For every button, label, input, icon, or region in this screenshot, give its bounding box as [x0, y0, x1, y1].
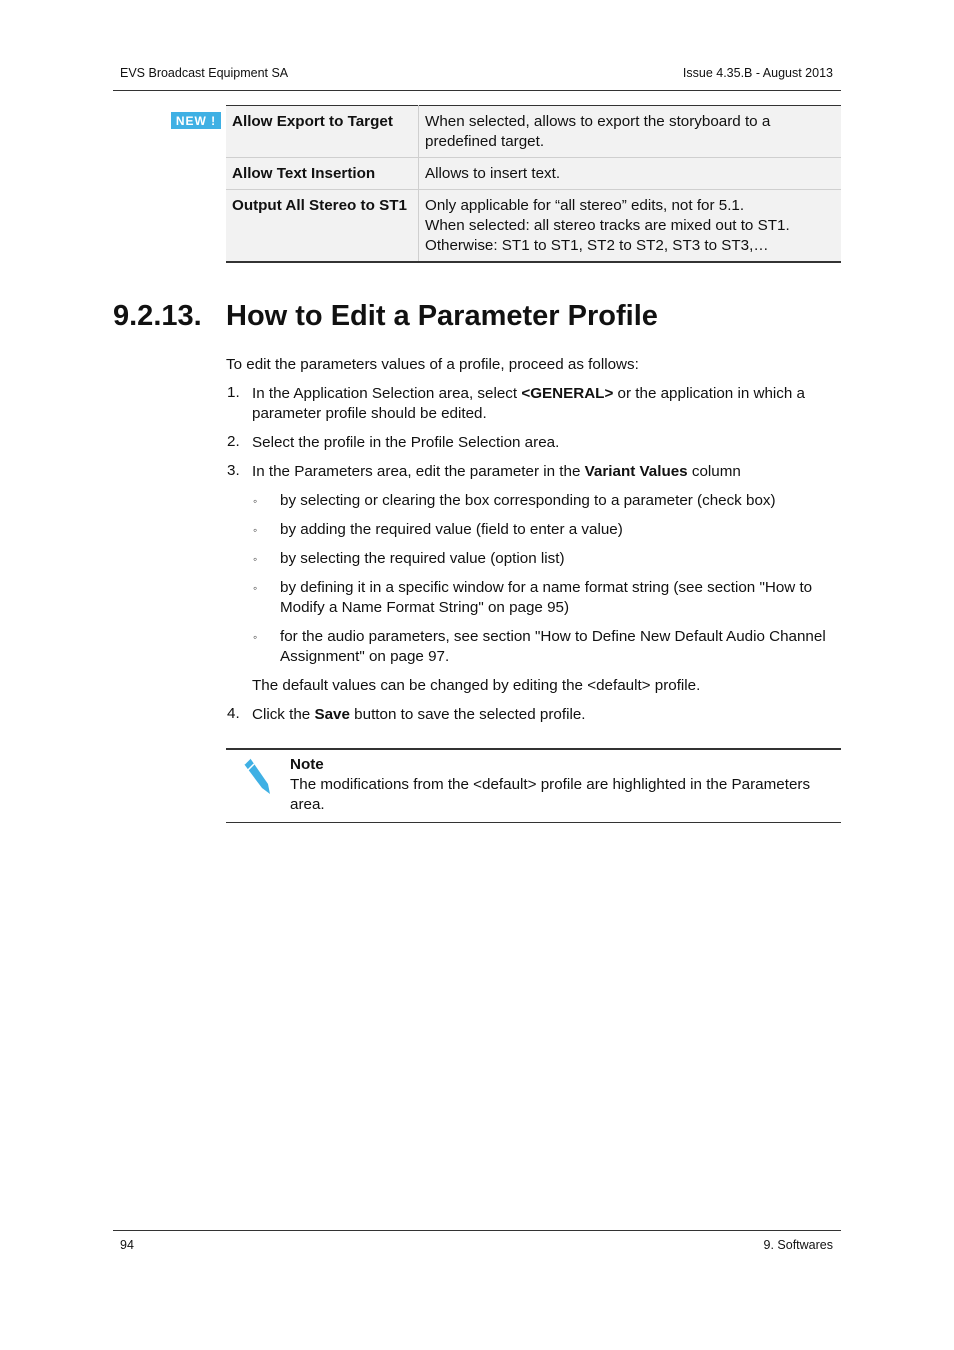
- list-item: by selecting the required value (option list): [280, 550, 565, 567]
- bullet-icon: ◦: [253, 630, 258, 644]
- step-text: [252, 384, 842, 424]
- list-item: by selecting or clearing the box corresponding to a parameter (check box): [280, 492, 776, 509]
- table-row: [226, 106, 841, 158]
- parameter-description: [419, 106, 842, 158]
- note-text: The modifications from the <default> profile are highlighted in the Parameters area.: [290, 776, 811, 813]
- parameter-name: Output All Stereo to ST1: [226, 190, 419, 263]
- intro-text: To edit the parameters values of a profile, proceed as follows:: [226, 356, 639, 373]
- header-company: EVS Broadcast Equipment SA: [120, 66, 289, 80]
- step-number: 3.: [227, 462, 240, 479]
- step-text-part: In the Parameters area, edit the parameter in the: [252, 463, 585, 480]
- section-number: 9.2.13.: [113, 300, 202, 332]
- step-number: 4.: [227, 705, 240, 722]
- parameter-description: [419, 190, 842, 263]
- note-top-rule: [226, 748, 841, 750]
- step-text-part: or the application in which a parameter profile should be edited.: [252, 385, 805, 422]
- header-issue: Issue 4.35.B - August 2013: [682, 66, 833, 80]
- description-line: When selected, allows to export the storyboard to a predefined target.: [425, 113, 771, 150]
- header-divider: [113, 90, 841, 91]
- parameter-name: Allow Text Insertion: [226, 158, 419, 190]
- step-text-part: column: [687, 463, 741, 480]
- note-title: Note: [290, 756, 324, 773]
- table-row: [226, 190, 841, 263]
- section-title: How to Edit a Parameter Profile: [226, 300, 658, 332]
- description-line: Only applicable for “all stereo” edits, not for 5.1.: [425, 197, 745, 214]
- description-line: When selected: all stereo tracks are mixed out to ST1.: [425, 217, 790, 234]
- parameter-name: Allow Export to Target: [226, 106, 419, 158]
- bullet-icon: ◦: [253, 494, 258, 508]
- note-bottom-rule: [226, 822, 841, 823]
- step-bold-term: <GENERAL>: [521, 385, 614, 402]
- new-badge: NEW !: [171, 112, 221, 129]
- parameters-table: [226, 105, 841, 263]
- description-line: Allows to insert text.: [425, 165, 561, 182]
- step-number: 1.: [227, 384, 240, 401]
- bullet-icon: ◦: [253, 523, 258, 537]
- step-text-part: button to save the selected profile.: [349, 706, 586, 723]
- step-text: [252, 705, 842, 725]
- list-item: for the audio parameters, see section "How to Define New Default Audio Channel Assignment" on page 97.: [280, 628, 826, 665]
- step-text-part: Click the: [252, 706, 315, 723]
- list-item: by defining it in a specific window for a name format string (see section "How to Modify a Name Format String" on page 95): [280, 579, 813, 616]
- page-number: 94: [120, 1238, 134, 1252]
- bullet-icon: ◦: [253, 552, 258, 566]
- step-text: [252, 462, 842, 482]
- default-values-text: The default values can be changed by editing the <default> profile.: [252, 677, 701, 694]
- bullet-icon: ◦: [253, 581, 258, 595]
- step-bold-term: Save: [314, 706, 350, 723]
- table-row: [226, 158, 841, 190]
- parameter-description: [419, 158, 842, 190]
- pencil-icon: [240, 756, 274, 796]
- footer-chapter: 9. Softwares: [763, 1238, 833, 1252]
- step-bold-term: Variant Values: [584, 463, 688, 480]
- step-number: 2.: [227, 433, 240, 450]
- description-line: Otherwise: ST1 to ST1, ST2 to ST2, ST3 to ST3,…: [425, 237, 769, 254]
- footer-divider: [113, 1230, 841, 1231]
- step-text: Select the profile in the Profile Selection area.: [252, 434, 560, 451]
- step-text-part: In the Application Selection area, select: [252, 385, 522, 402]
- list-item: by adding the required value (field to enter a value): [280, 521, 623, 538]
